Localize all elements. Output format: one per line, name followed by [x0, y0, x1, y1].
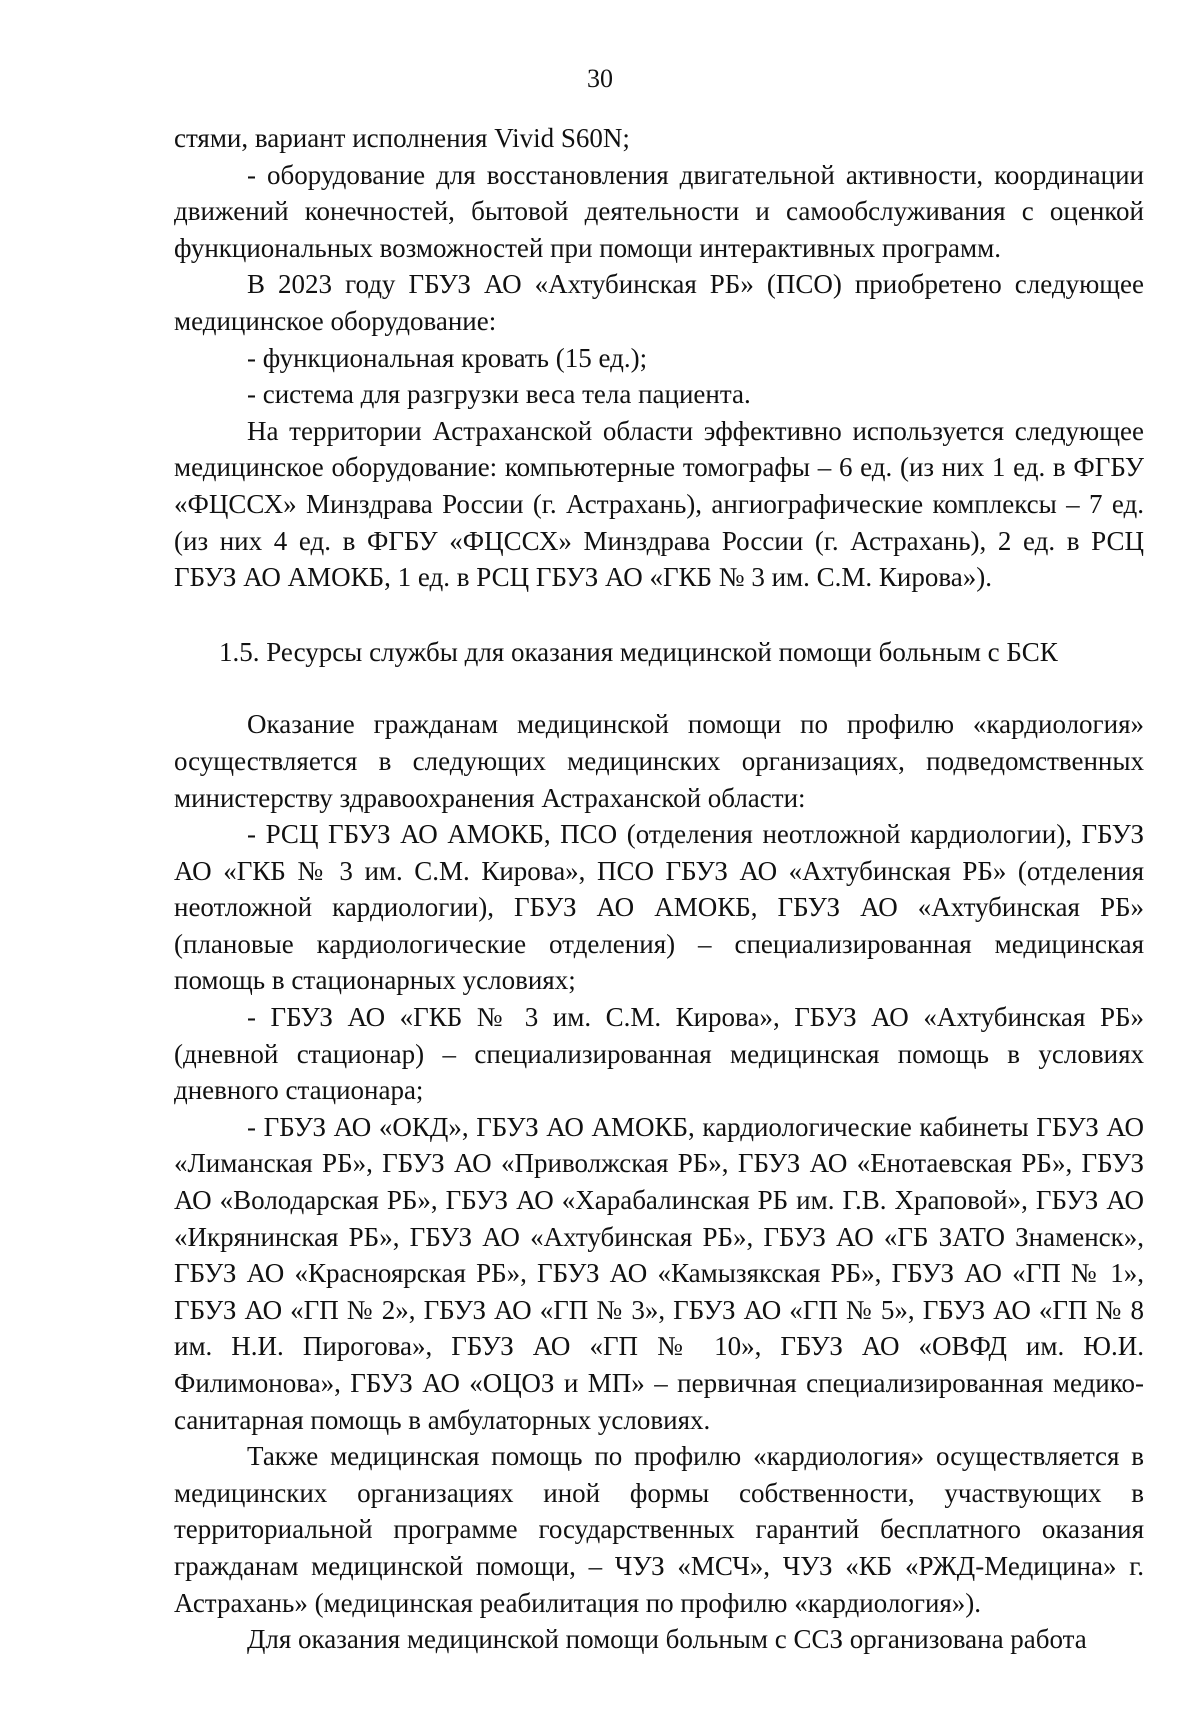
section-heading: 1.5. Ресурсы службы для оказания медицинской помощи больным с БСК [219, 636, 1058, 667]
page-number: 30 [587, 64, 613, 93]
paragraph: - ГБУЗ АО «ОКД», ГБУЗ АО АМОКБ, кардиологические кабинеты ГБУЗ АО «Лиманская РБ», ГБУЗ АО «Приволжская РБ», ГБУЗ АО «Енотаевская РБ», ГБУЗ АО «Володарская РБ», ГБУЗ АО «Харабалинская РБ им. Г.В. Храповой», ГБУЗ АО «Икрянинская РБ», ГБУЗ АО «Ахтубинская РБ», ГБУЗ АО «ГБ ЗАТО Знаменск», ГБУЗ АО «Красноярская РБ», ГБУЗ АО «Камызякская РБ», ГБУЗ АО «ГП № 1», ГБУЗ АО «ГП № 2», ГБУЗ АО «ГП № 3», ГБУЗ АО «ГП № 5», ГБУЗ АО «ГП № 8 им. Н.И. Пирогова», ГБУЗ АО «ГП № 10», ГБУЗ АО «ОВФД им. Ю.И. Филимонова», ГБУЗ АО «ОЦОЗ и МП» – первичная специализированная медико-санитарная помощь в амбулаторных условиях. [174, 1111, 1144, 1435]
paragraphs-after-heading [174, 706, 1144, 1657]
paragraph: - оборудование для восстановления двигательной активности, координации движений конечностей, бытовой деятельности и самообслуживания с оценкой функциональных возможностей при помощи интерактивных программ. [174, 159, 1144, 263]
paragraph: - система для разгрузки веса тела пациента. [247, 379, 751, 410]
paragraph: - ГБУЗ АО «ГКБ № 3 им. С.М. Кирова», ГБУЗ АО «Ахтубинская РБ» (дневной стационар) – специализированная медицинская помощь в условиях дневного стационара; [174, 1002, 1144, 1106]
paragraph: В 2023 году ГБУЗ АО «Ахтубинская РБ» (ПСО) приобретено следующее медицинское оборудование: [174, 269, 1144, 336]
paragraph: - функциональная кровать (15 ед.); [247, 342, 648, 373]
paragraph: На территории Астраханской области эффективно используется следующее медицинское оборудование: компьютерные томографы – 6 ед. (из них 1 ед. в ФГБУ «ФЦССХ» Минздрава России (г. Астрахань), ангиографические комплексы – 7 ед. (из них 4 ед. в ФГБУ «ФЦССХ» Минздрава России (г. Астрахань), 2 ед. в РСЦ ГБУЗ АО АМОКБ, 1 ед. в РСЦ ГБУЗ АО «ГКБ № 3 им. С.М. Кирова»). [174, 415, 1144, 593]
paragraph: стями, вариант исполнения Vivid S60N; [174, 123, 630, 153]
paragraph: Для оказания медицинской помощи больным с ССЗ организована работа [247, 1624, 1087, 1655]
paragraph: Также медицинская помощь по профилю «кардиология» осуществляется в медицинских организациях иной формы собственности, участвующих в территориальной программе государственных гарантий бесплатного оказания гражданам медицинской помощи, – ЧУЗ «МСЧ», ЧУЗ «КБ «РЖД-Медицина» г. Астрахань» (медицинская реабилитация по профилю «кардиология»). [174, 1441, 1144, 1618]
paragraph: - РСЦ ГБУЗ АО АМОКБ, ПСО (отделения неотложной кардиологии), ГБУЗ АО «ГКБ № 3 им. С.М. Кирова», ПСО ГБУЗ АО «Ахтубинская РБ» (отделения неотложной кардиологии), ГБУЗ АО АМОКБ, ГБУЗ АО «Ахтубинская РБ» (плановые кардиологические отделения) – специализированная медицинская помощь в стационарных условиях; [174, 819, 1144, 996]
document-body [174, 120, 1144, 1658]
paragraphs-before-heading [174, 120, 1144, 596]
paragraph: Оказание гражданам медицинской помощи по профилю «кардиология» осуществляется в следующих медицинских организациях, подведомственных министерству здравоохранения Астраханской области: [174, 709, 1144, 813]
